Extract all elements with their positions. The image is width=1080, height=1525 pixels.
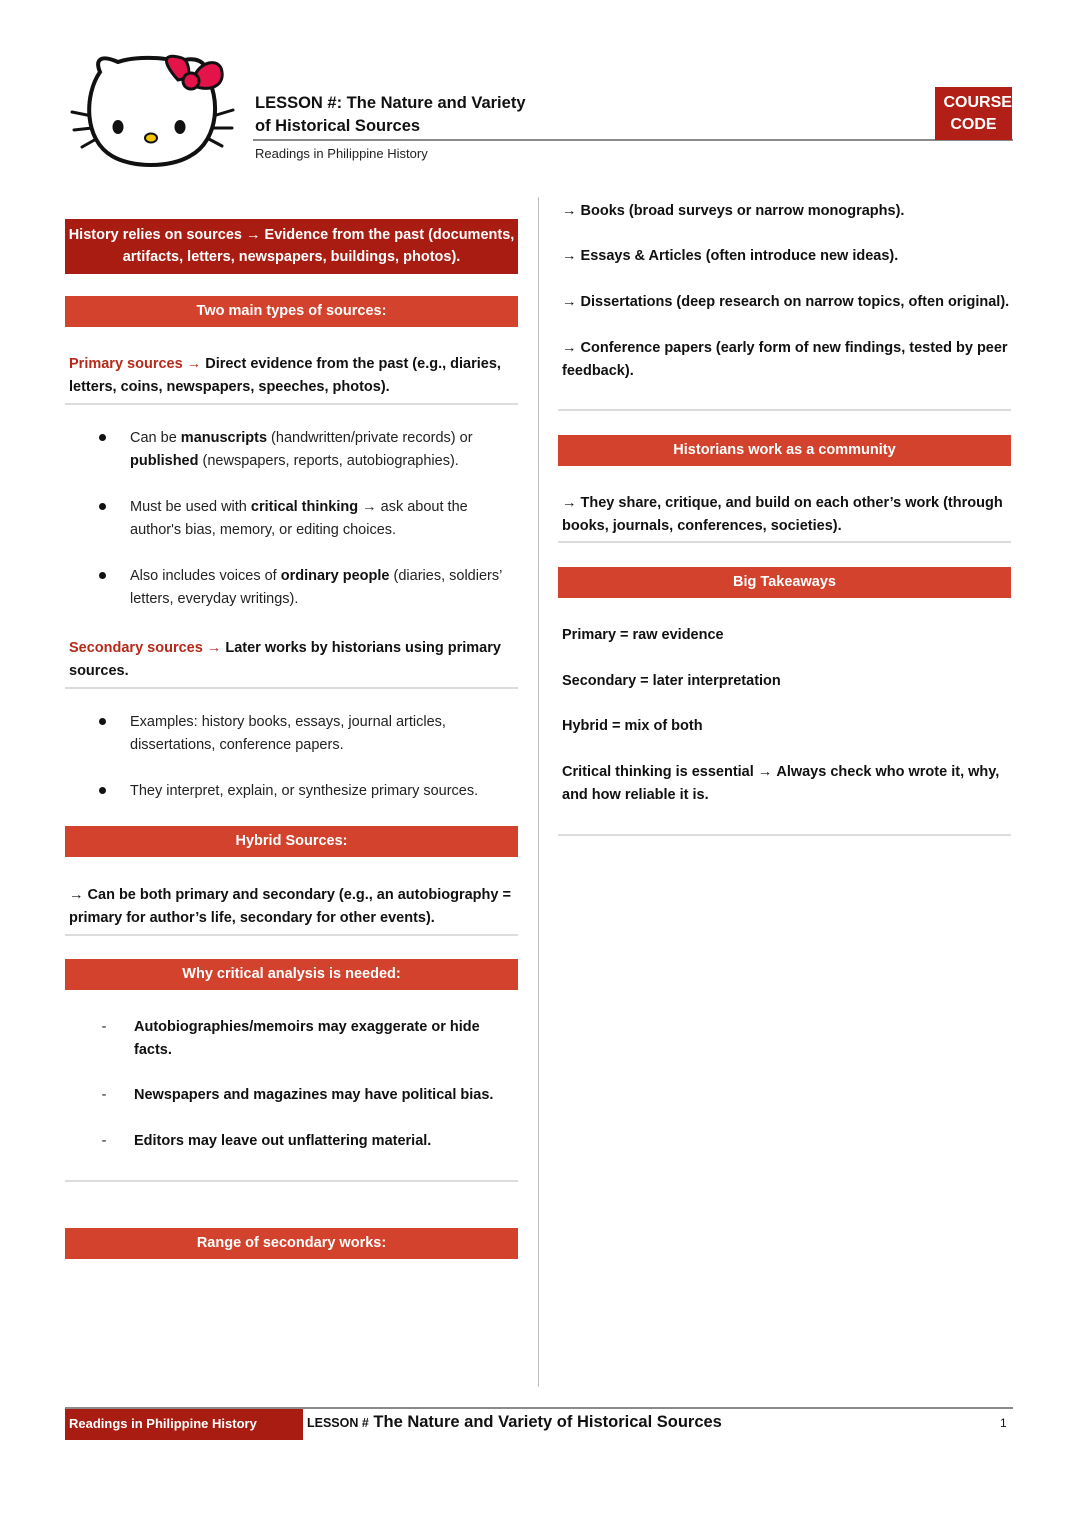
bullet-icon [97, 427, 107, 450]
intro-banner-text: History relies on sources → Evidence from the past (documents, artifacts, letters, newspapers, buildings, photos). [68, 227, 515, 265]
takeaway-critical: Critical thinking is essential → Always check who wrote it, why, and how reliable it is. [562, 764, 1000, 803]
types-heading: Two main types of sources: [65, 296, 518, 327]
footer-lesson-title: LESSON # The Nature and Variety of Historical Sources [307, 1413, 722, 1431]
works-essays: → Essays & Articles (often introduce new ideas). [562, 248, 899, 264]
divider [558, 834, 1011, 836]
hello-kitty-logo-icon [70, 50, 235, 172]
works-books: → Books (broad surveys or narrow monographs). [562, 203, 905, 219]
footer-subject: Readings in Philippine History [65, 1409, 303, 1440]
primary-sources-label: Primary sources → [69, 356, 202, 372]
dash-icon: - [101, 1019, 107, 1035]
secondary-sources-label: Secondary sources → [69, 640, 222, 656]
lesson-title-text: LESSON #: The Nature and Variety of Historical Sources [255, 94, 526, 135]
range-heading: Range of secondary works: [65, 1228, 518, 1259]
community-heading: Historians work as a community [558, 435, 1011, 466]
page-number: 1 [1000, 1416, 1007, 1430]
bullet-icon [97, 565, 107, 588]
takeaway-hybrid: Hybrid = mix of both [562, 718, 703, 734]
divider [65, 1180, 518, 1182]
course-code-badge [935, 87, 1012, 140]
course-code-text: COURSE CODE [943, 94, 1012, 133]
header-divider [253, 139, 1013, 141]
secondary-sources-text: Later works by historians using primary sources. [69, 640, 501, 679]
divider [65, 403, 518, 405]
takeaway-primary: Primary = raw evidence [562, 627, 724, 643]
bullet-icon [97, 496, 107, 519]
intro-banner [65, 219, 518, 274]
column-divider [538, 197, 539, 1387]
hybrid-heading: Hybrid Sources: [65, 826, 518, 857]
takeaway-secondary: Secondary = later interpretation [562, 673, 781, 689]
dash-icon: - [101, 1087, 107, 1103]
critical-heading: Why critical analysis is needed: [65, 959, 518, 990]
secondary-sources-paragraph [69, 637, 517, 683]
divider [65, 934, 518, 936]
primary-sources-text: Direct evidence from the past (e.g., diaries, letters, coins, newspapers, speeches, photos). [69, 356, 501, 395]
divider [558, 541, 1011, 543]
community-paragraph: → They share, critique, and build on each other’s work (through books, journals, conferences, societies). [562, 495, 1003, 534]
primary-sources-paragraph [69, 353, 517, 399]
divider [65, 687, 518, 689]
works-conference: → Conference papers (early form of new findings, tested by peer feedback). [562, 340, 1008, 379]
lesson-title [255, 92, 895, 138]
divider [558, 409, 1011, 411]
bullet-icon [97, 711, 107, 734]
subject-label: Readings in Philippine History [255, 146, 428, 161]
dash-icon: - [101, 1133, 107, 1149]
takeaways-heading: Big Takeaways [558, 567, 1011, 598]
works-dissertations: → Dissertations (deep research on narrow topics, often original). [562, 294, 1010, 310]
hybrid-paragraph: → Can be both primary and secondary (e.g., an autobiography = primary for author’s life, secondary for other events). [69, 887, 511, 926]
bullet-icon [97, 780, 107, 803]
